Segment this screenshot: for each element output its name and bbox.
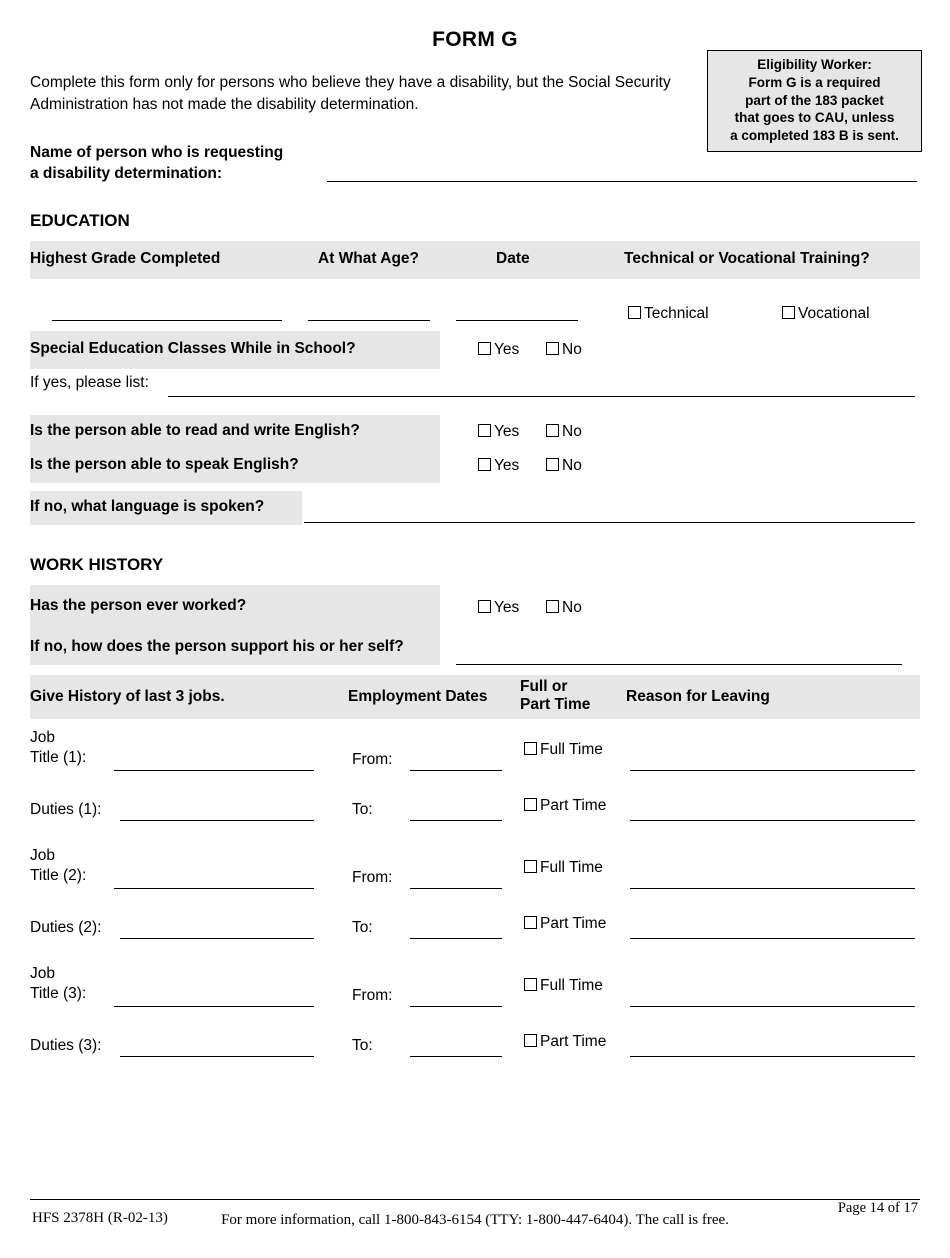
job2-title-label-line2: Title (2):: [30, 866, 87, 884]
job2-to-label: To:: [352, 918, 373, 936]
job1-to-input[interactable]: [410, 819, 502, 821]
speak-english-no-label: No: [562, 456, 582, 474]
technical-checkbox-group[interactable]: [628, 305, 709, 323]
job2-part-time-label: Part Time: [540, 914, 607, 932]
job2-to-input[interactable]: [410, 937, 502, 939]
job2-full-time[interactable]: [524, 859, 603, 877]
eligibility-line-1: Eligibility Worker:: [757, 57, 872, 72]
job2-full-time-checkbox[interactable]: [524, 860, 537, 873]
ever-worked-no-checkbox[interactable]: [546, 600, 559, 613]
footer-contact: For more information, call 1-800-843-6154 (TTY: 1-800-447-6404). The call is free.: [221, 1212, 729, 1228]
education-heading: EDUCATION: [30, 210, 130, 230]
job3-reason-input-2[interactable]: [630, 1055, 915, 1057]
ever-worked-yes-checkbox[interactable]: [478, 600, 491, 613]
job1-from-input[interactable]: [410, 769, 502, 771]
job1-full-time[interactable]: [524, 741, 603, 759]
read-write-row: [30, 415, 920, 449]
job1-reason-input-2[interactable]: [630, 819, 915, 821]
job1-reason-input-1[interactable]: [630, 769, 915, 771]
job3-full-time-checkbox[interactable]: [524, 978, 537, 991]
vocational-checkbox[interactable]: [782, 306, 795, 319]
col-job-history: Give History of last 3 jobs.: [30, 687, 225, 705]
job3-to-label: To:: [352, 1036, 373, 1054]
job3-title-input[interactable]: [114, 1005, 314, 1007]
at-what-age-input[interactable]: [308, 319, 430, 321]
requester-name-label-line1: Name of person who is requesting: [30, 143, 284, 161]
read-write-no-label: No: [562, 422, 582, 440]
job3-reason-input-1[interactable]: [630, 1005, 915, 1007]
speak-english-row: [30, 449, 920, 483]
job2-duties-input[interactable]: [120, 937, 314, 939]
job3-duties-input[interactable]: [120, 1055, 314, 1057]
language-question: If no, what language is spoken?: [30, 497, 265, 515]
ever-worked-no-label: No: [562, 598, 582, 616]
technical-checkbox[interactable]: [628, 306, 641, 319]
requester-name-label-line2: a disability determination:: [30, 164, 223, 182]
job2-from-label: From:: [352, 868, 393, 886]
col-training: Technical or Vocational Training?: [624, 249, 870, 267]
speak-english-yes-label: Yes: [494, 456, 520, 474]
job1-duties-input[interactable]: [120, 819, 314, 821]
special-education-no[interactable]: [546, 341, 582, 359]
col-full-or-part-time-line2: Part Time: [520, 695, 591, 713]
read-write-question: Is the person able to read and write English?: [30, 421, 360, 439]
job1-duties-label: Duties (1):: [30, 800, 102, 818]
eligibility-line-4: that goes to CAU, unless: [734, 110, 895, 126]
requester-name-input[interactable]: [327, 180, 917, 182]
special-education-row: [30, 331, 920, 369]
job3-from-input[interactable]: [410, 1005, 502, 1007]
job-entry-3: [30, 955, 920, 1073]
speak-english-question: Is the person able to speak English?: [30, 455, 299, 473]
col-at-what-age: At What Age?: [318, 249, 420, 267]
job3-title-label-line2: Title (3):: [30, 984, 87, 1002]
read-write-no[interactable]: [546, 423, 582, 441]
requester-name-label: [30, 143, 330, 185]
support-row: [30, 631, 920, 675]
ever-worked-yes-label: Yes: [494, 598, 520, 616]
speak-english-yes-checkbox[interactable]: [478, 458, 491, 471]
job1-title-label-line1: Job: [30, 728, 55, 746]
job2-reason-input-2[interactable]: [630, 937, 915, 939]
job1-full-time-label: Full Time: [540, 740, 603, 758]
eligibility-line-3: part of the 183 packet: [745, 92, 884, 108]
job1-part-time-checkbox[interactable]: [524, 798, 537, 811]
job3-part-time[interactable]: [524, 1033, 606, 1051]
read-write-yes-checkbox[interactable]: [478, 424, 491, 437]
job3-duties-label: Duties (3):: [30, 1036, 102, 1054]
work-history-heading: WORK HISTORY: [30, 554, 164, 574]
page-title: FORM G: [432, 28, 518, 51]
date-input[interactable]: [456, 319, 578, 321]
job3-to-input[interactable]: [410, 1055, 502, 1057]
eligibility-worker-note: [707, 50, 922, 152]
special-education-yes-label: Yes: [494, 340, 520, 358]
job2-title-input[interactable]: [114, 887, 314, 889]
education-column-headers: [30, 241, 920, 279]
job2-reason-input-1[interactable]: [630, 887, 915, 889]
special-education-if-yes-row: [30, 369, 920, 403]
job-entry-2: [30, 837, 920, 955]
col-full-or-part-time-line1: Full or: [520, 677, 568, 695]
col-highest-grade: Highest Grade Completed: [30, 249, 221, 267]
vocational-checkbox-group[interactable]: [782, 305, 870, 323]
if-yes-label: If yes, please list:: [30, 373, 149, 391]
form-number: HFS 2378H (R-02-13): [32, 1210, 168, 1226]
technical-label: Technical: [644, 304, 709, 322]
vocational-label: Vocational: [798, 304, 870, 322]
job3-part-time-label: Part Time: [540, 1032, 607, 1050]
language-row: [30, 491, 920, 533]
job2-part-time[interactable]: [524, 915, 606, 933]
job2-duties-label: Duties (2):: [30, 918, 102, 936]
special-education-no-checkbox[interactable]: [546, 342, 559, 355]
job2-from-input[interactable]: [410, 887, 502, 889]
education-fields-row: [30, 279, 920, 331]
page-footer: [30, 1198, 920, 1238]
job1-title-label-line2: Title (1):: [30, 748, 87, 766]
col-reason-for-leaving: Reason for Leaving: [626, 687, 770, 705]
job-entry-1: [30, 719, 920, 837]
job1-part-time-label: Part Time: [540, 796, 607, 814]
jobs-column-headers: [30, 675, 920, 719]
job1-from-label: From:: [352, 750, 393, 768]
job3-title-label-line1: Job: [30, 964, 55, 982]
speak-english-no[interactable]: [546, 457, 582, 475]
ever-worked-yes[interactable]: [478, 599, 519, 617]
ever-worked-row: [30, 585, 920, 631]
language-input[interactable]: [304, 521, 915, 523]
support-input[interactable]: [456, 663, 902, 665]
if-yes-input[interactable]: [168, 395, 915, 397]
job1-to-label: To:: [352, 800, 373, 818]
page-number: Page 14 of 17: [837, 1200, 918, 1216]
special-education-question: Special Education Classes While in School?: [30, 339, 356, 357]
highest-grade-input[interactable]: [52, 319, 282, 321]
special-education-yes[interactable]: [478, 341, 519, 359]
job3-full-time-label: Full Time: [540, 976, 603, 994]
job2-full-time-label: Full Time: [540, 858, 603, 876]
eligibility-line-5: a completed 183 B is sent.: [730, 128, 899, 144]
form-instructions: Complete this form only for persons who believe they have a disability, but the Social Security Administration has not made the disability determination.: [30, 74, 671, 114]
job1-title-input[interactable]: [114, 769, 314, 771]
eligibility-line-2: Form G is a required: [748, 74, 881, 90]
ever-worked-question: Has the person ever worked?: [30, 596, 247, 614]
special-education-no-label: No: [562, 340, 582, 358]
job2-title-label-line1: Job: [30, 846, 55, 864]
support-question: If no, how does the person support his or her self?: [30, 637, 404, 655]
read-write-no-checkbox[interactable]: [546, 424, 559, 437]
job3-full-time[interactable]: [524, 977, 603, 995]
read-write-yes[interactable]: [478, 423, 519, 441]
col-date: Date: [496, 249, 530, 267]
job2-part-time-checkbox[interactable]: [524, 916, 537, 929]
special-education-yes-checkbox[interactable]: [478, 342, 491, 355]
speak-english-yes[interactable]: [478, 457, 519, 475]
job1-part-time[interactable]: [524, 797, 606, 815]
col-employment-dates: Employment Dates: [348, 687, 488, 705]
read-write-yes-label: Yes: [494, 422, 520, 440]
job3-part-time-checkbox[interactable]: [524, 1034, 537, 1047]
ever-worked-no[interactable]: [546, 599, 582, 617]
job1-full-time-checkbox[interactable]: [524, 742, 537, 755]
speak-english-no-checkbox[interactable]: [546, 458, 559, 471]
job3-from-label: From:: [352, 986, 393, 1004]
form-page: [0, 28, 950, 1258]
